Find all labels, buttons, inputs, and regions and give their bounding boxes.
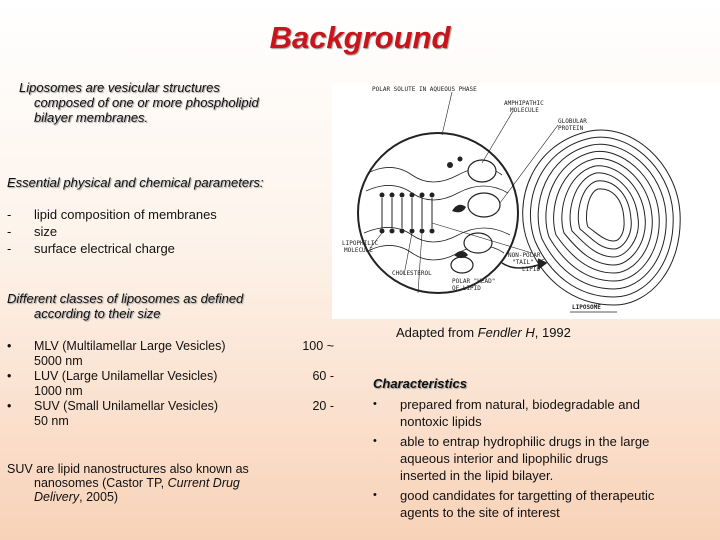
characteristics-line: good candidates for targetting of therapeutic — [400, 488, 655, 503]
class-item-mlv — [7, 339, 334, 369]
intro-line-3: bilayer membranes. — [34, 110, 149, 125]
classes-heading-line-2: according to their size — [34, 306, 161, 321]
class-range-start: 100 ~ — [302, 339, 334, 353]
figure-label: MOLECULE — [510, 107, 539, 114]
journal-name: Delivery — [34, 490, 80, 504]
class-range-start: 60 - — [312, 369, 334, 383]
caption-year: , 1992 — [534, 325, 571, 340]
classes-list — [7, 339, 334, 429]
characteristics-item — [373, 487, 693, 521]
suv-note-text: nanosomes (Castor TP, — [34, 476, 168, 490]
bullet-marker: • — [373, 398, 377, 410]
params-item — [7, 223, 264, 240]
class-name: SUV (Small Unilamellar Vesicles) — [34, 399, 219, 413]
class-item-suv — [7, 399, 334, 429]
figure-label: POLAR SOLUTE IN AQUEOUS PHASE — [372, 86, 477, 93]
characteristics-heading: Characteristics — [373, 376, 467, 391]
intro-line-2: composed of one or more phospholipid — [34, 95, 259, 110]
characteristics-line: aqueous interior and lipophilic drugs — [400, 451, 609, 466]
figure-label: LIPOSOME — [572, 304, 601, 311]
characteristics-item — [373, 433, 693, 484]
bilayer-magnification — [358, 133, 518, 293]
suv-note-line-3 — [7, 490, 307, 504]
dash-marker: - — [7, 224, 12, 239]
params-item-text: surface electrical charge — [34, 241, 175, 256]
class-range-end: 5000 nm — [34, 354, 83, 368]
characteristics-line: nontoxic lipids — [400, 414, 482, 429]
bullet-marker: • — [373, 489, 377, 501]
characteristics-list — [373, 396, 693, 524]
bullet-marker: • — [7, 369, 12, 383]
class-range-end: 1000 nm — [34, 384, 83, 398]
characteristics-line: prepared from natural, biodegradable and — [400, 397, 640, 412]
characteristics-line: agents to the site of interest — [400, 505, 560, 520]
characteristics-line: able to entrap hydrophilic drugs in the large — [400, 434, 650, 449]
class-name: MLV (Multilamellar Large Vesicles) — [34, 339, 226, 353]
liposome-diagram — [332, 83, 720, 319]
liposome-figure — [332, 83, 720, 319]
figure-label: CHOLESTEROL — [392, 270, 432, 277]
params-item — [7, 206, 264, 223]
intro-line-1: Liposomes are vesicular structures — [19, 80, 220, 95]
classes-heading-line-1: Different classes of liposomes as defined — [7, 291, 244, 306]
class-range-start: 20 - — [312, 399, 334, 413]
params-item — [7, 240, 264, 257]
params-item-text: lipid composition of membranes — [34, 207, 217, 222]
characteristics-item — [373, 396, 693, 430]
dash-marker: - — [7, 241, 12, 256]
suv-note — [7, 462, 307, 504]
bullet-marker: • — [7, 399, 12, 413]
characteristics-line: inserted in the lipid bilayer. — [400, 468, 554, 483]
liposome-lamellae — [523, 130, 681, 305]
suv-note-text: , 2005) — [79, 490, 119, 504]
figure-label: LIPOPHILIC — [342, 240, 379, 247]
classes-heading — [7, 291, 334, 321]
params-heading: Essential physical and chemical parameters: — [7, 175, 264, 190]
suv-note-line-2 — [7, 476, 307, 490]
caption-text: Adapted from — [396, 325, 478, 340]
figure-label: POLAR "HEAD" — [452, 278, 496, 285]
class-name: LUV (Large Unilamellar Vesicles) — [34, 369, 218, 383]
params-section — [7, 175, 264, 257]
figure-label: PROTEIN — [558, 125, 584, 132]
figure-label: GLOBULAR — [558, 118, 587, 125]
suv-note-line-1: SUV are lipid nanostructures also known as — [7, 462, 249, 476]
params-item-text: size — [34, 224, 58, 239]
bullet-marker: • — [373, 435, 377, 447]
intro-text — [19, 80, 259, 125]
figure-label: NON-POLAR — [508, 252, 541, 259]
classes-section — [7, 291, 334, 429]
caption-author: Fendler H — [477, 325, 535, 340]
figure-label: "TAIL" OF — [512, 259, 545, 266]
params-list — [7, 206, 264, 257]
bullet-marker: • — [7, 339, 12, 353]
slide-title: Background — [269, 20, 451, 55]
class-item-luv — [7, 369, 334, 399]
dash-marker: - — [7, 207, 12, 222]
figure-label: MOLECULE — [344, 247, 373, 254]
figure-label: AMPHIPATHIC — [504, 100, 544, 107]
journal-name: Current Drug — [167, 476, 240, 490]
figure-label: OF LIPID — [452, 285, 481, 292]
class-range-end: 50 nm — [34, 414, 69, 428]
figure-caption — [396, 325, 571, 340]
figure-label: LIPID — [522, 266, 541, 273]
